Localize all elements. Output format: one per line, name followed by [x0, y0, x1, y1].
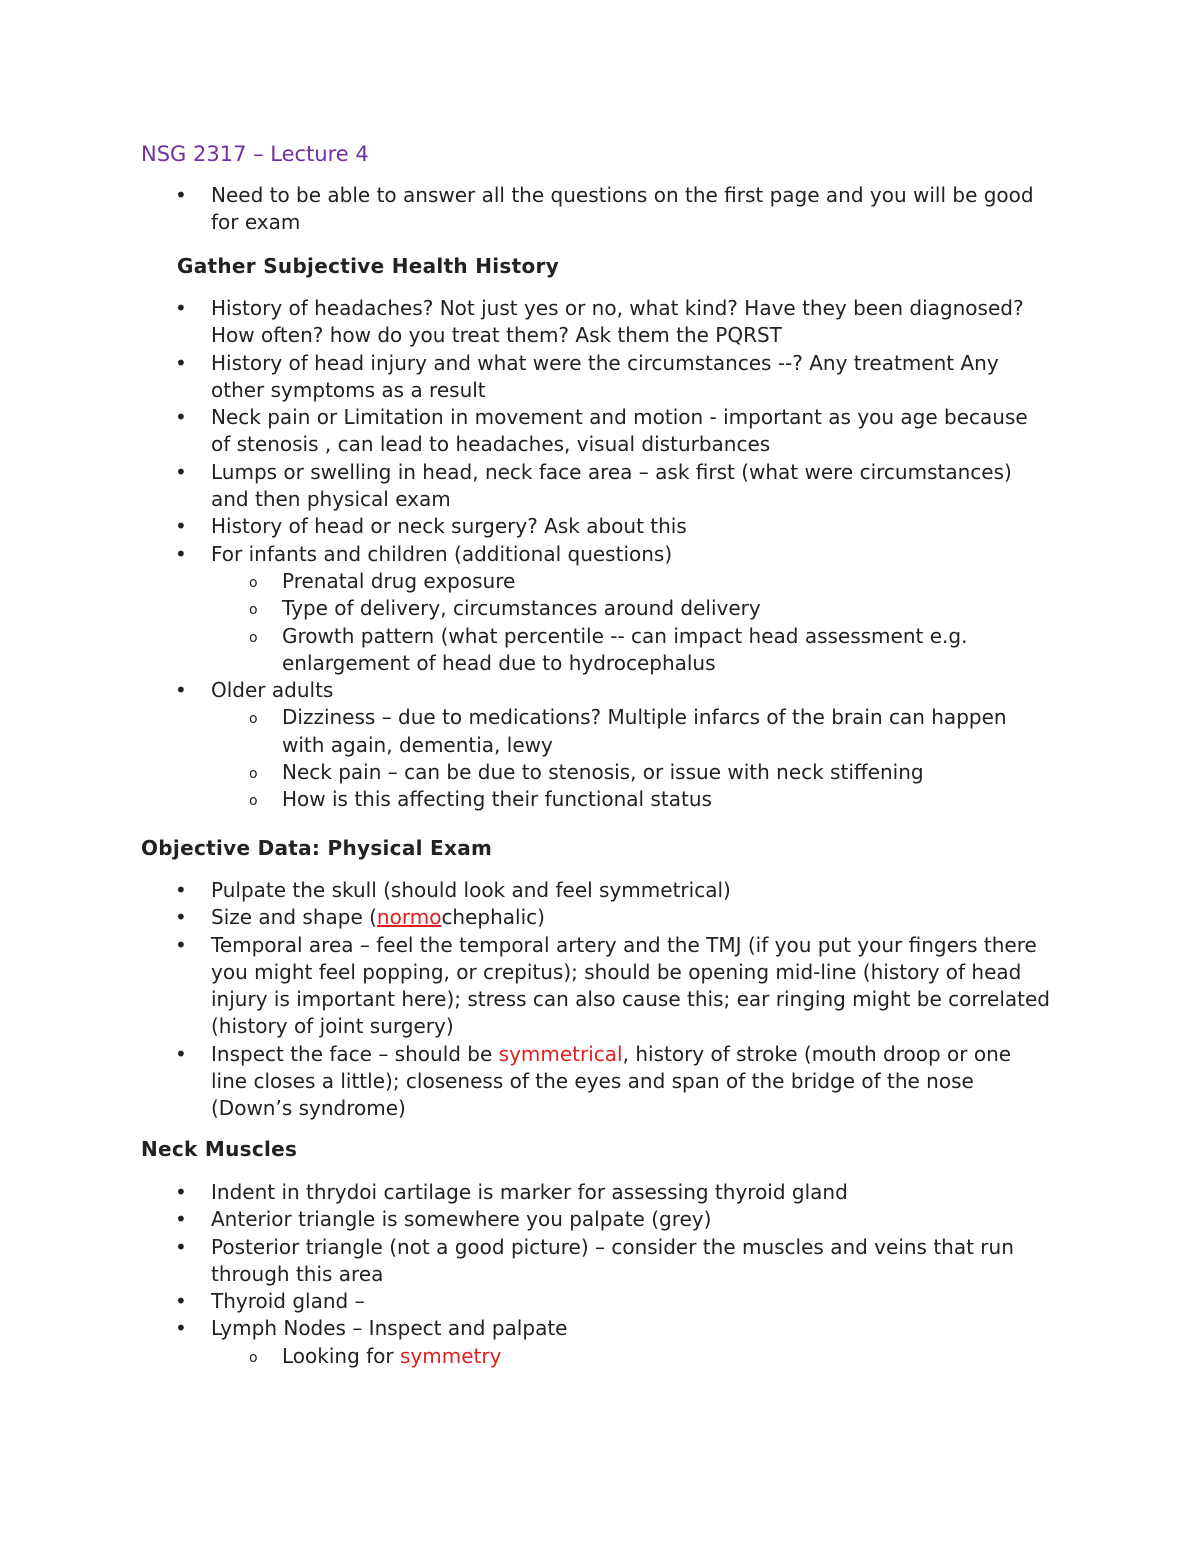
list-item: • For infants and children (additional questions) — [0, 541, 1051, 568]
sub-list-item: o Growth pattern (what percentile -- can impact head assessment e.g. enlargement of head due to hydrocephalus — [249, 623, 968, 675]
bullet-icon: • — [175, 350, 187, 375]
list-item: • History of headaches? Not just yes or no, what kind? Have they been diagnosed? How often? how do you treat them? Ask them the PQRST — [175, 296, 1024, 348]
list-item: • Size and shape (normochephalic) — [0, 904, 1051, 931]
section-heading-objective: Objective Data: Physical Exam — [141, 836, 493, 860]
bullet-icon: • — [175, 1316, 187, 1341]
sub-bullet-icon: o — [249, 602, 258, 619]
bullet-icon: • — [175, 459, 187, 484]
list-item: • Anterior triangle is somewhere you palpate (grey) — [0, 1206, 1051, 1233]
bullet-icon: • — [175, 1289, 187, 1314]
list-item: • Thyroid gland – — [0, 1288, 1051, 1315]
bullet-icon: • — [175, 1180, 187, 1204]
bullet-icon: • — [175, 1041, 187, 1066]
objective-list — [0, 877, 1200, 1123]
bullet-icon: • — [175, 932, 187, 957]
sub-bullet-icon: o — [249, 793, 258, 810]
sub-list-item: o Dizziness – due to medications? Multiple infarcs of the brain can happen with again, dementia, lewy — [249, 705, 1007, 757]
intro-list — [0, 182, 1200, 237]
bullet-icon: • — [175, 678, 187, 703]
sub-list-item: o Looking for symmetry — [0, 1343, 1052, 1370]
list-item: • Temporal area – feel the temporal artery and the TMJ (if you put your fingers there you might feel popping, or crepitus); should be opening mid-line (history of head injury is important here); stress can also cause this; ear ringing might be correlated (history of joint surgery) — [175, 932, 1050, 1039]
section-heading-neck: Neck Muscles — [141, 1137, 298, 1161]
list-item: • History of head or neck surgery? Ask about this — [0, 513, 1051, 540]
section-heading-gather: Gather Subjective Health History — [177, 254, 560, 278]
sub-list-item: o How is this affecting their functional status — [0, 786, 1052, 813]
sub-list-item: o Type of delivery, circumstances around delivery — [0, 595, 1052, 622]
bullet-icon: • — [175, 405, 187, 430]
sub-bullet-icon: o — [249, 629, 258, 646]
bullet-icon: • — [175, 296, 187, 320]
sub-bullet-icon: o — [249, 574, 258, 591]
list-item: • Need to be able to answer all the questions on the first page and you will be good for exam — [175, 183, 1034, 235]
list-item: • History of head injury and what were the circumstances --? Any treatment Any other symptoms as a result — [175, 350, 999, 402]
bullet-icon: • — [175, 514, 187, 539]
list-item: • Older adults — [0, 677, 1051, 704]
list-item: • Indent in thrydoi cartilage is marker for assessing thyroid gland — [0, 1179, 1051, 1206]
gather-list — [0, 295, 1200, 814]
page-title: NSG 2317 – Lecture 4 — [141, 142, 369, 166]
bullet-icon: • — [175, 541, 187, 566]
neck-list — [0, 1179, 1200, 1370]
list-item: • Lymph Nodes – Inspect and palpate — [0, 1315, 1051, 1342]
sub-list-item: o Prenatal drug exposure — [0, 568, 1052, 595]
bullet-icon: • — [175, 1234, 187, 1259]
highlight-text: symmetry — [400, 1343, 502, 1368]
bullet-icon: • — [175, 1207, 187, 1232]
list-item: • Neck pain or Limitation in movement and motion - important as you age because of stenosis , can lead to headaches, visual disturbances — [175, 405, 1028, 457]
highlight-text: symmetrical — [498, 1041, 623, 1066]
sub-bullet-icon: o — [249, 766, 258, 783]
list-item: • Pulpate the skull (should look and feel symmetrical) — [0, 877, 1051, 904]
list-item: • Inspect the face – should be symmetrical, history of stroke (mouth droop or one line closes a little); closeness of the eyes and span of the bridge of the nose (Down’s syndrome) — [175, 1041, 1012, 1121]
highlight-text: normo — [376, 905, 442, 930]
bullet-icon: • — [175, 183, 187, 207]
list-item: • Posterior triangle (not a good picture) – consider the muscles and veins that run through this area — [175, 1234, 1014, 1286]
bullet-icon: • — [175, 878, 187, 902]
list-item: • Lumps or swelling in head, neck face area – ask first (what were circumstances) and then physical exam — [175, 459, 1012, 512]
sub-bullet-icon: o — [249, 1349, 258, 1366]
sub-bullet-icon: o — [249, 711, 258, 728]
bullet-icon: • — [175, 905, 187, 930]
sub-list-item: o Neck pain – can be due to stenosis, or issue with neck stiffening — [0, 759, 1052, 786]
